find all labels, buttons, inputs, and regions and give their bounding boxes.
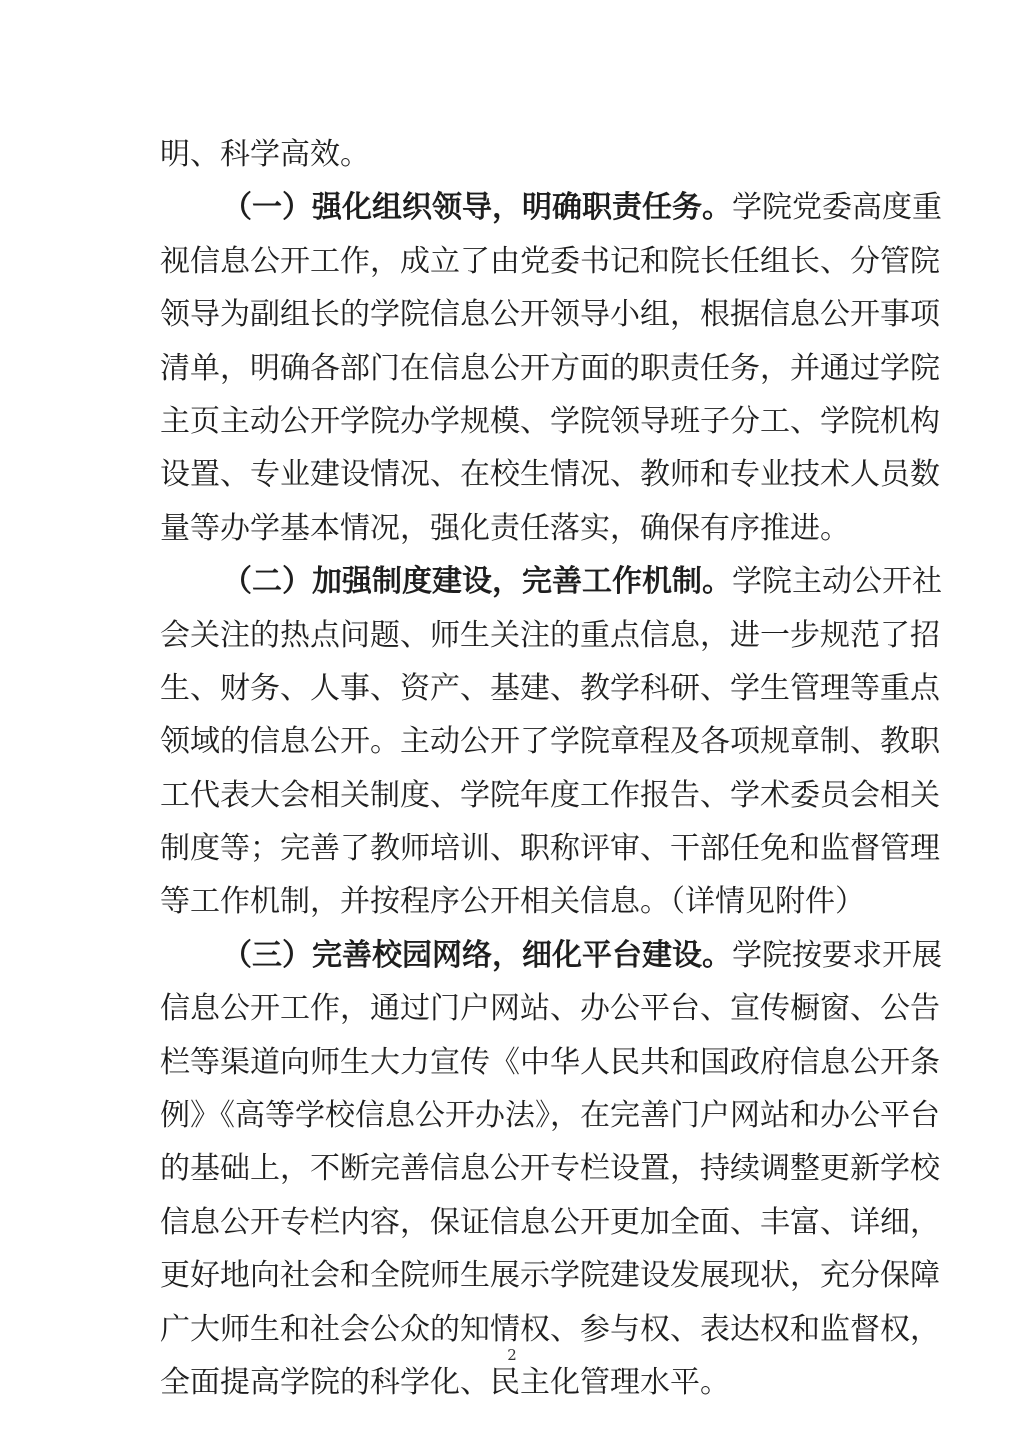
paragraph-line: 例》《高等学校信息公开办法》，在完善门户网站和办公平台 bbox=[160, 1098, 940, 1134]
page-number: 2 bbox=[507, 1346, 517, 1364]
paragraph-line: 全面提高学院的科学化、民主化管理水平。 bbox=[160, 1364, 730, 1400]
section-3-first-line bbox=[160, 929, 942, 982]
section-2-lead: 学院主动公开社 bbox=[732, 564, 942, 600]
paragraph-line: 广大师生和社会公众的知情权、参与权、表达权和监督权， bbox=[160, 1311, 940, 1347]
paragraph-line: 设置、专业建设情况、在校生情况、教师和专业技术人员数 bbox=[160, 457, 940, 493]
section-3-lead: 学院按要求开展 bbox=[732, 937, 942, 973]
paragraph-line: 栏等渠道向师生大力宣传《中华人民共和国政府信息公开条 bbox=[160, 1044, 940, 1080]
paragraph-line: 信息公开工作，通过门户网站、办公平台、宣传橱窗、公告 bbox=[160, 991, 940, 1027]
paragraph-line: 量等办学基本情况，强化责任落实，确保有序推进。 bbox=[160, 510, 850, 546]
section-1-heading: （一）强化组织领导，明确职责任务。 bbox=[222, 190, 732, 226]
section-2-heading: （二）加强制度建设，完善工作机制。 bbox=[222, 564, 732, 600]
paragraph-line: 制度等；完善了教师培训、职称评审、干部任免和监督管理 bbox=[160, 831, 940, 867]
document-body bbox=[160, 128, 942, 1409]
paragraph-line: 主页主动公开学院办学规模、学院领导班子分工、学院机构 bbox=[160, 403, 940, 439]
paragraph-line: 更好地向社会和全院师生展示学院建设发展现状，充分保障 bbox=[160, 1258, 940, 1294]
section-3-heading: （三）完善校园网络，细化平台建设。 bbox=[222, 937, 732, 973]
paragraph-line: 明、科学高效。 bbox=[160, 137, 370, 172]
paragraph-line: 等工作机制，并按程序公开相关信息。（详情见附件） bbox=[160, 884, 865, 920]
paragraph-line: 的基础上，不断完善信息公开专栏设置，持续调整更新学校 bbox=[160, 1151, 940, 1187]
paragraph-line: 领域的信息公开。主动公开了学院章程及各项规章制、教职 bbox=[160, 724, 940, 760]
section-1-first-line bbox=[160, 181, 942, 234]
paragraph-line: 领导为副组长的学院信息公开领导小组，根据信息公开事项 bbox=[160, 297, 940, 333]
paragraph-line: 视信息公开工作，成立了由党委书记和院长任组长、分管院 bbox=[160, 243, 940, 279]
paragraph-line: 会关注的热点问题、师生关注的重点信息，进一步规范了招 bbox=[160, 617, 940, 653]
paragraph-line: 工代表大会相关制度、学院年度工作报告、学术委员会相关 bbox=[160, 777, 940, 813]
paragraph-line: 清单，明确各部门在信息公开方面的职责任务，并通过学院 bbox=[160, 350, 940, 386]
paragraph-line: 生、财务、人事、资产、基建、教学科研、学生管理等重点 bbox=[160, 670, 940, 706]
paragraph-line: 信息公开专栏内容，保证信息公开更加全面、丰富、详细， bbox=[160, 1204, 940, 1240]
section-2-first-line bbox=[160, 555, 942, 608]
section-1-lead: 学院党委高度重 bbox=[732, 190, 942, 226]
